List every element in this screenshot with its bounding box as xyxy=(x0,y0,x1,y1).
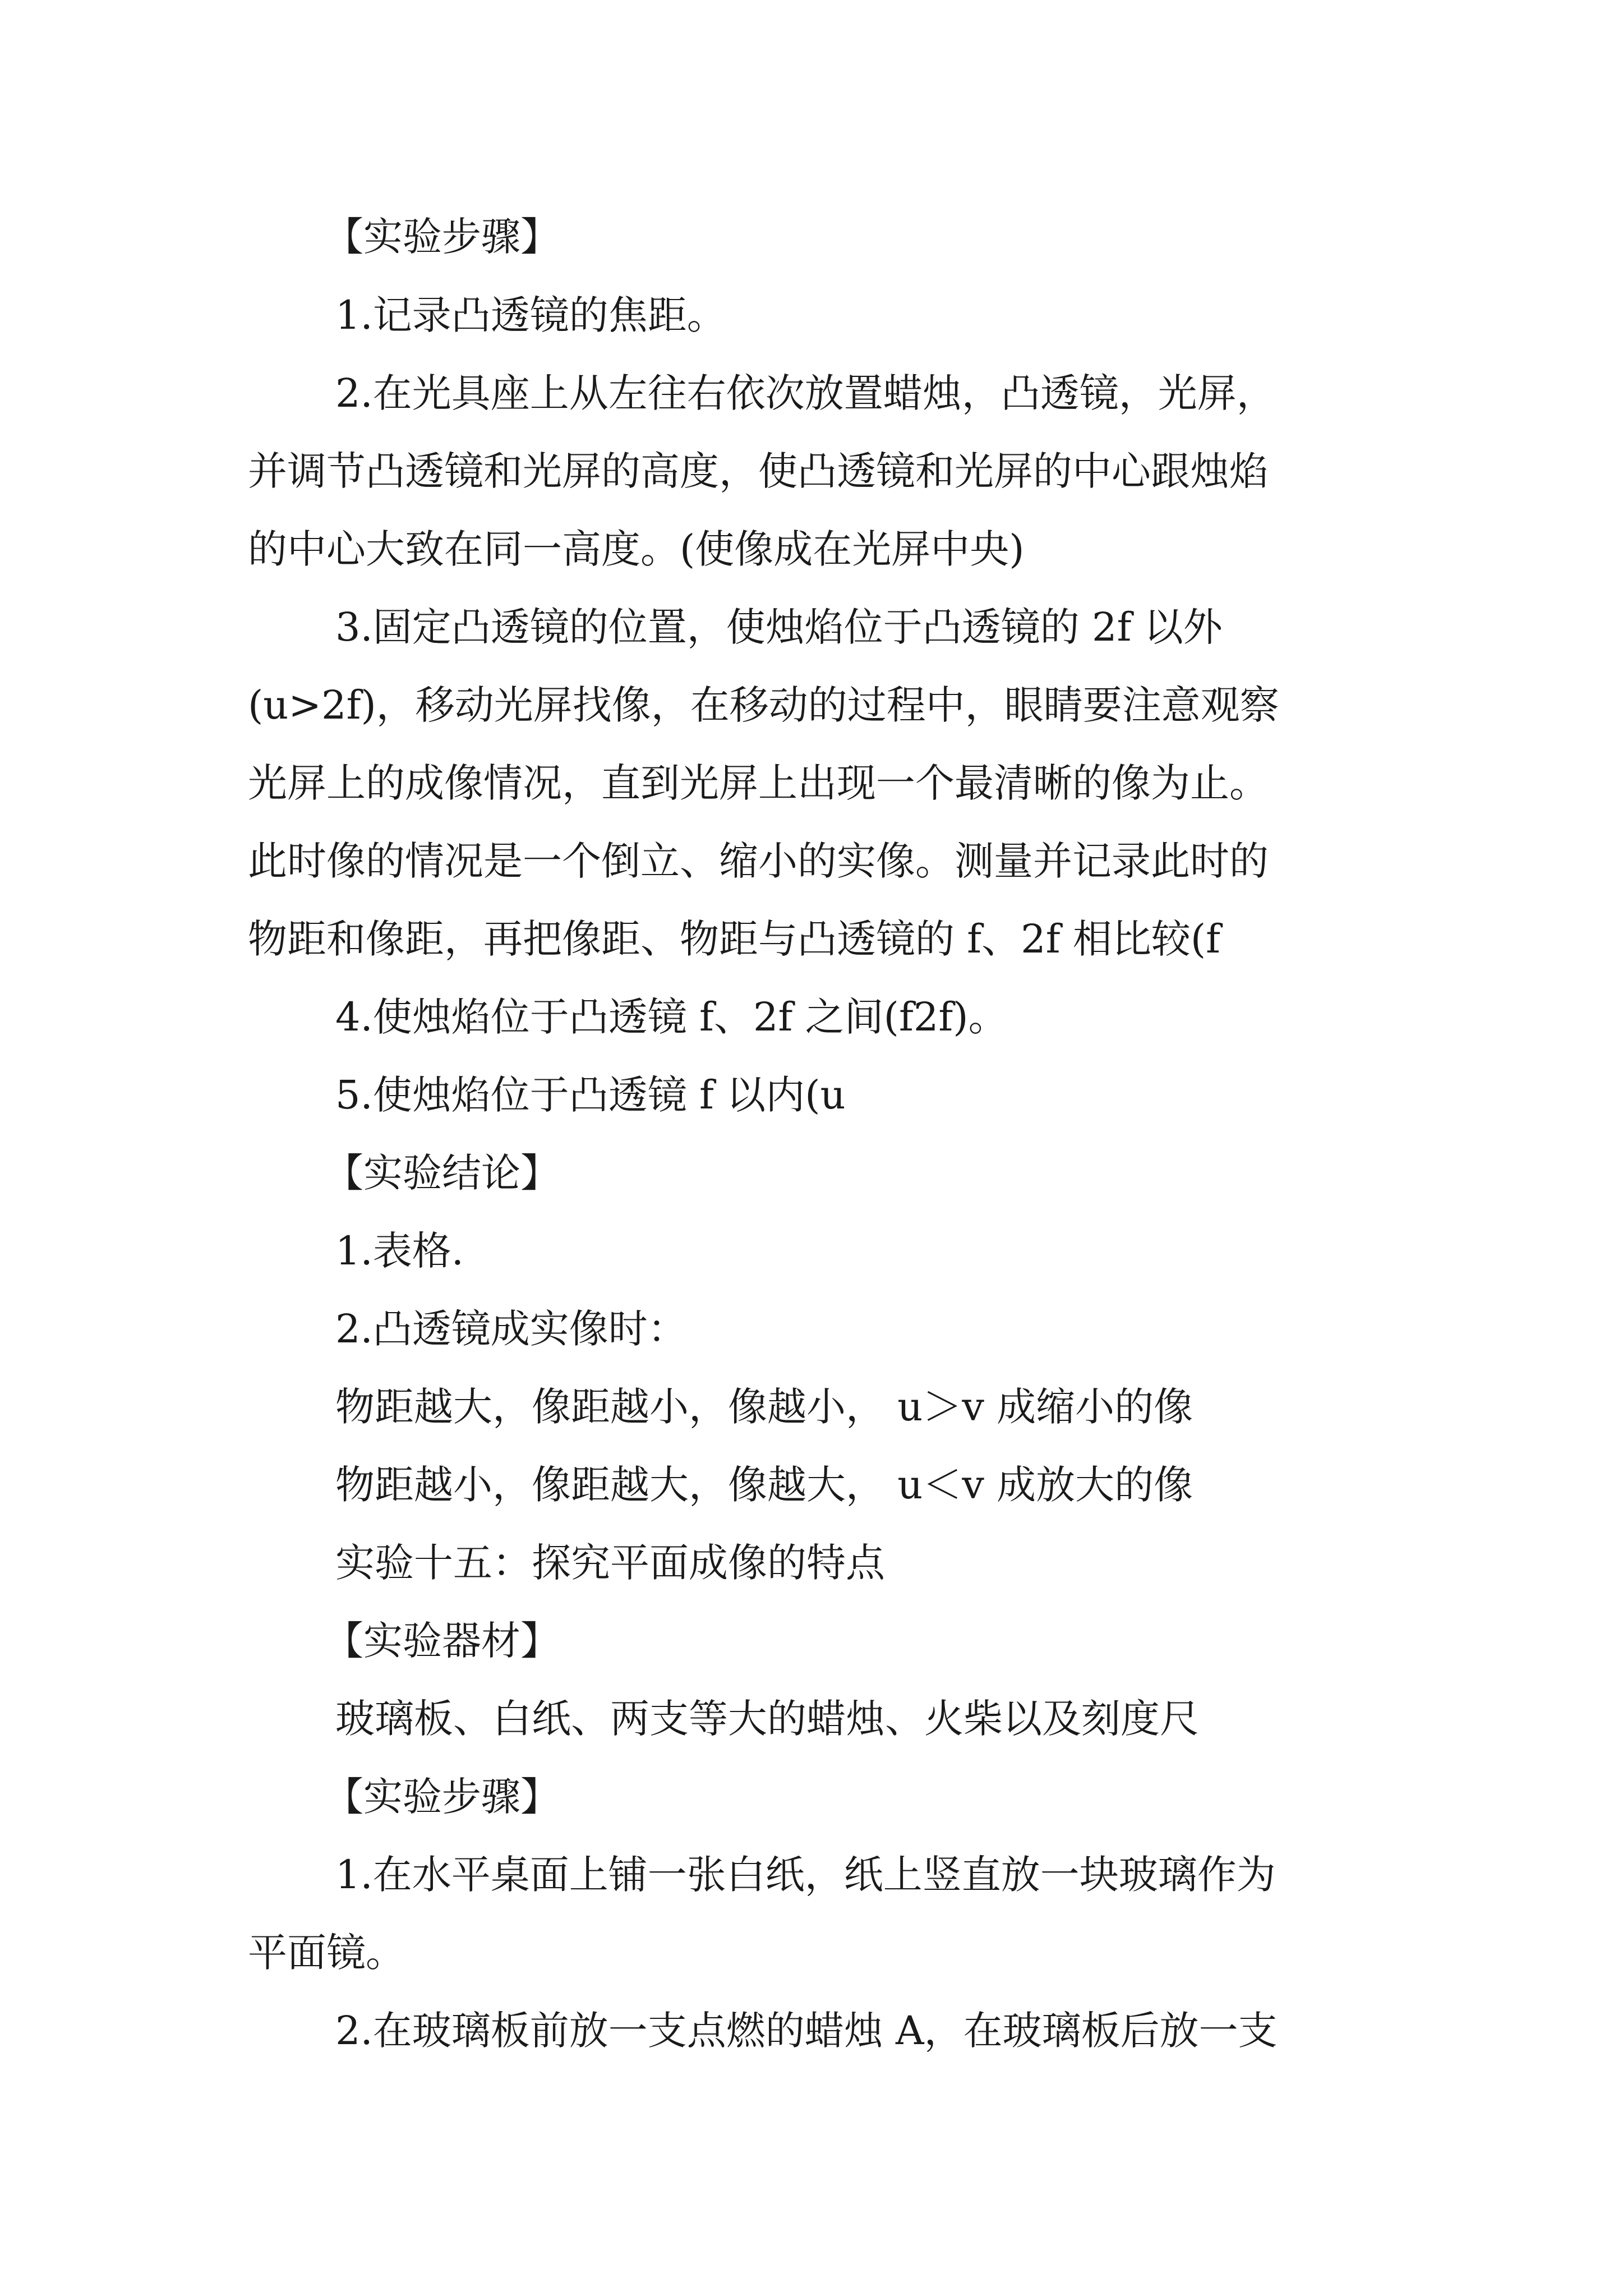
step-3-text-continued: (u>2f)，移动光屏找像，在移动的过程中，眼睛要注意观察 xyxy=(248,682,1279,728)
conclusion-detail-smaller-distance: 物距越小，像距越大，像越大， u＜v 成放大的像 xyxy=(335,1462,1193,1508)
section-heading-experiment-steps: 【实验步骤】 xyxy=(324,214,560,260)
step-1-text: 1.记录凸透镜的焦距。 xyxy=(335,292,726,338)
step-2-text-continued: 并调节凸透镜和光屏的高度，使凸透镜和光屏的中心跟烛焰 xyxy=(248,448,1269,494)
conclusion-1-text: 1.表格. xyxy=(335,1228,464,1274)
section-heading-experiment-steps: 【实验步骤】 xyxy=(324,1774,560,1820)
experiment-15-title: 实验十五：探究平面成像的特点 xyxy=(335,1540,885,1586)
conclusion-2-text: 2.凸透镜成实像时： xyxy=(335,1306,687,1352)
step-1-text: 1.在水平桌面上铺一张白纸，纸上竖直放一块玻璃作为 xyxy=(335,1852,1276,1898)
section-heading-conclusion: 【实验结论】 xyxy=(324,1150,560,1196)
step-4-text: 4.使烛焰位于凸透镜 f、2f 之间(f2f)。 xyxy=(335,994,1008,1040)
step-2-text: 2.在玻璃板前放一支点燃的蜡烛 A，在玻璃板后放一支 xyxy=(335,2008,1278,2054)
equipment-list-text: 玻璃板、白纸、两支等大的蜡烛、火柴以及刻度尺 xyxy=(335,1696,1199,1742)
conclusion-detail-larger-distance: 物距越大，像距越小，像越小， u＞v 成缩小的像 xyxy=(335,1384,1193,1430)
step-3-text-continued: 此时像的情况是一个倒立、缩小的实像。测量并记录此时的 xyxy=(248,838,1269,884)
section-heading-equipment: 【实验器材】 xyxy=(324,1618,560,1664)
step-2-text: 2.在光具座上从左往右依次放置蜡烛，凸透镜，光屏， xyxy=(335,370,1276,416)
step-5-text: 5.使烛焰位于凸透镜 f 以内(u xyxy=(335,1072,846,1118)
step-3-text-continued: 物距和像距，再把像距、物距与凸透镜的 f、2f 相比较(f xyxy=(248,916,1221,962)
step-3-text: 3.固定凸透镜的位置，使烛焰位于凸透镜的 2f 以外 xyxy=(335,604,1223,650)
step-1-text-continued: 平面镜。 xyxy=(248,1930,405,1976)
step-2-text-continued: 的中心大致在同一高度。(使像成在光屏中央) xyxy=(248,526,1025,572)
step-3-text-continued: 光屏上的成像情况，直到光屏上出现一个最清晰的像为止。 xyxy=(248,760,1269,806)
